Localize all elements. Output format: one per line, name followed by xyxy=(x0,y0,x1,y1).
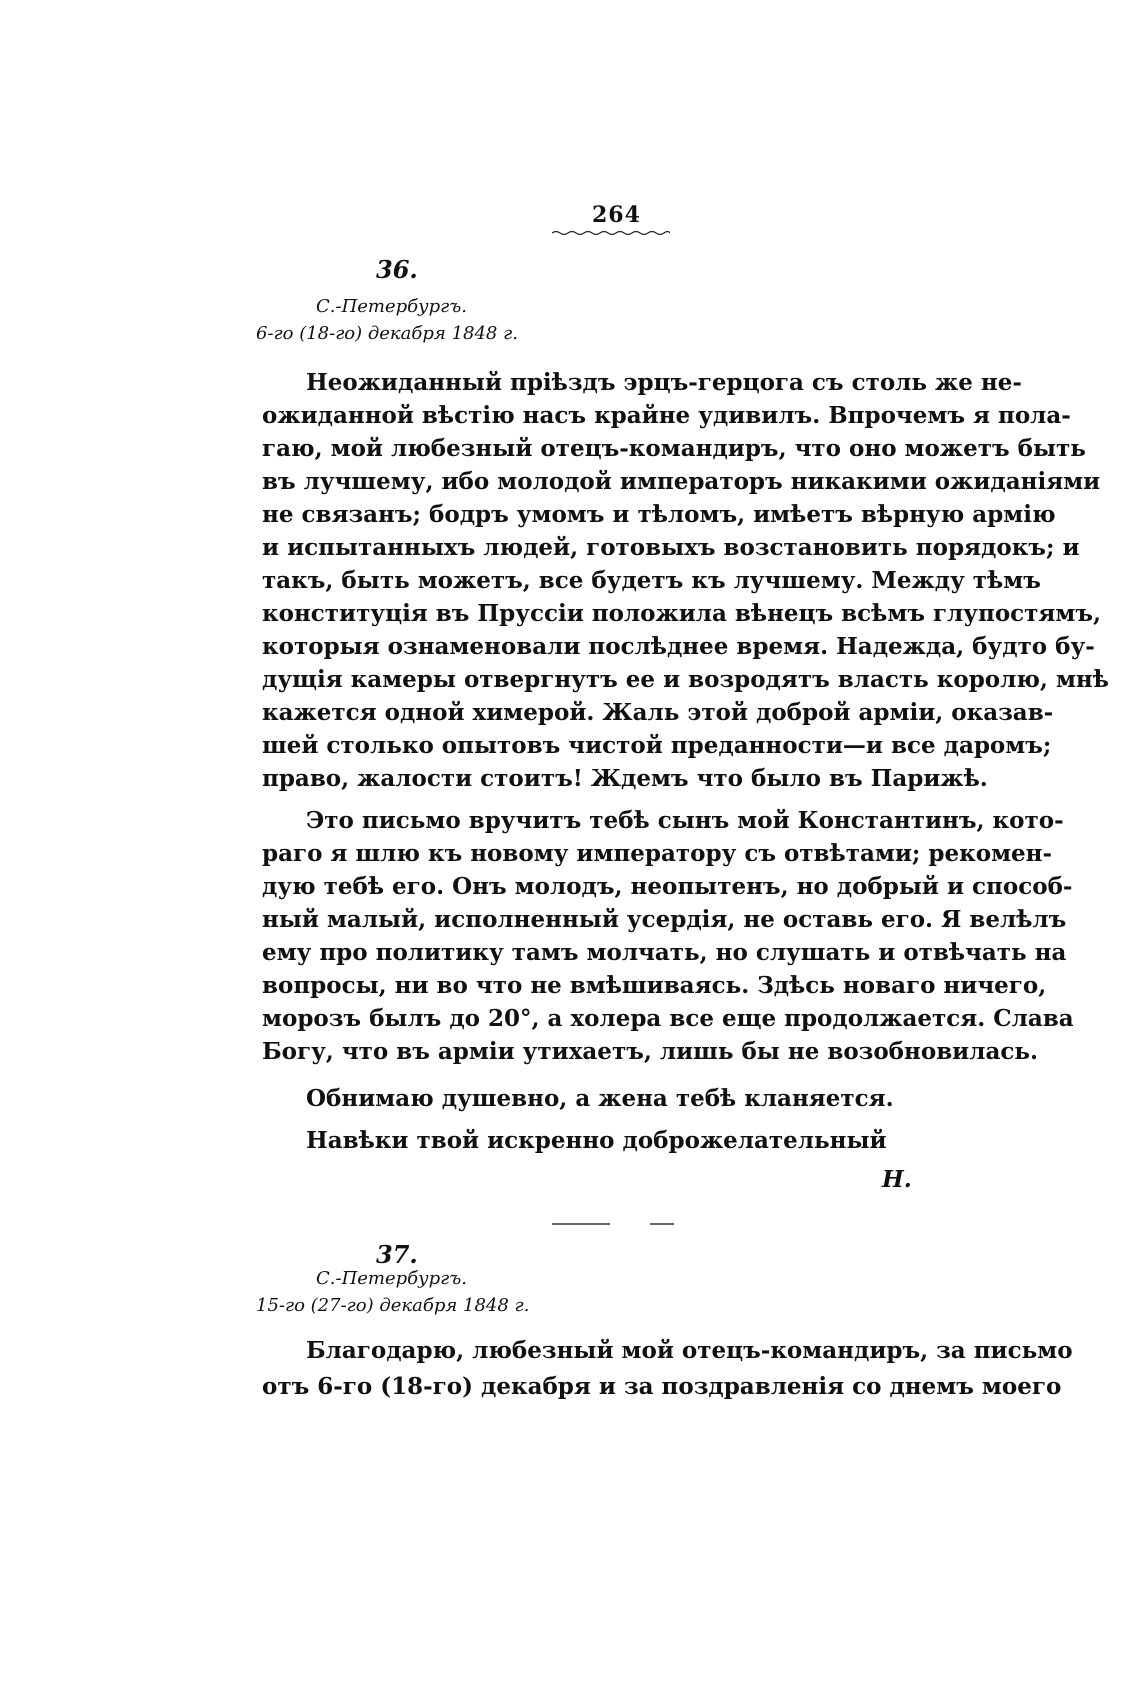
letter-36-line-10: дущiя камеры отвергнутъ ее и возродятъ власть королю, мнѣ xyxy=(262,666,1109,693)
letter-36-line-17: ный малый, исполненный усердiя, не оставь его. Я велѣлъ xyxy=(262,906,1067,933)
letter-36-line-15: раго я шлю къ новому императору съ отвѣтами; рекомен- xyxy=(262,840,1053,867)
letter-37-line-2: отъ 6-го (18-го) декабря и за поздравленiя со днемъ моего xyxy=(262,1373,1062,1400)
letter-36-line-23: Навѣки твой искренно доброжелательный xyxy=(306,1127,887,1154)
letter-37-line-1: Благодарю, любезный мой отецъ-командиръ, за письмо xyxy=(306,1337,1073,1364)
letter-36-line-9: которыя ознаменовали послѣднее время. Надежда, будто бу- xyxy=(262,633,1095,660)
letter-37-date: 15-го (27-го) декабря 1848 г. xyxy=(256,1295,530,1316)
letter-37-number: 37. xyxy=(376,1240,418,1269)
letter-36-number: 36. xyxy=(376,255,418,284)
letter-36-place: С.-Петербургъ. xyxy=(316,296,467,317)
letter-36-line-2: ожиданной вѣстiю насъ крайне удивилъ. Впрочемъ я пола- xyxy=(262,402,1071,429)
letter-36-line-18: ему про политику тамъ молчать, но слушать и отвѣчать на xyxy=(262,939,1067,966)
page-number-ornament xyxy=(552,230,670,236)
letter-36-line-20: морозъ былъ до 20°, а холера все еще продолжается. Слава xyxy=(262,1005,1074,1032)
letter-36-line-11: кажется одной химерой. Жаль этой доброй армiи, оказав- xyxy=(262,699,1054,726)
letter-36-line-13: право, жалости стоитъ! Ждемъ что было въ Парижѣ. xyxy=(262,765,988,792)
page-number: 264 xyxy=(592,202,641,228)
letter-36-line-16: дую тебѣ его. Онъ молодъ, неопытенъ, но добрый и способ- xyxy=(262,873,1073,900)
letter-36-line-4: въ лучшему, ибо молодой императоръ никакими ожиданiями xyxy=(262,468,1101,495)
letter-36-line-22: Обнимаю душевно, а жена тебѣ кланяется. xyxy=(306,1085,894,1112)
letter-36-line-1: Неожиданный прiѣздъ эрцъ-герцога съ столь же не- xyxy=(306,369,1022,396)
letter-36-line-8: конституцiя въ Пруссiи положила вѣнецъ всѣмъ глупостямъ, xyxy=(262,600,1102,627)
letter-37-place: С.-Петербургъ. xyxy=(316,1268,467,1289)
letter-36-signature: Н. xyxy=(882,1166,912,1193)
letter-36-line-21: Богу, что въ армiи утихаетъ, лишь бы не возобновилась. xyxy=(262,1038,1038,1065)
letter-36-line-6: и испытанныхъ людей, готовыхъ возстановить порядокъ; и xyxy=(262,534,1080,561)
letter-36-line-3: гаю, мой любезный отецъ-командиръ, что оно можетъ быть xyxy=(262,435,1086,462)
letter-36-line-5: не связанъ; бодръ умомъ и тѣломъ, имѣетъ вѣрную армiю xyxy=(262,501,1056,528)
letter-36-line-14: Это письмо вручитъ тебѣ сынъ мой Константинъ, кото- xyxy=(306,807,1064,834)
letter-36-line-7: такъ, быть можетъ, все будетъ къ лучшему. Между тѣмъ xyxy=(262,567,1041,594)
letter-36-date: 6-го (18-го) декабря 1848 г. xyxy=(256,323,518,344)
letter-36-line-12: шей столько опытовъ чистой преданности—и все даромъ; xyxy=(262,732,1052,759)
letter-separator xyxy=(552,1222,674,1226)
letter-36-line-19: вопросы, ни во что не вмѣшиваясь. Здѣсь новаго ничего, xyxy=(262,972,1047,999)
